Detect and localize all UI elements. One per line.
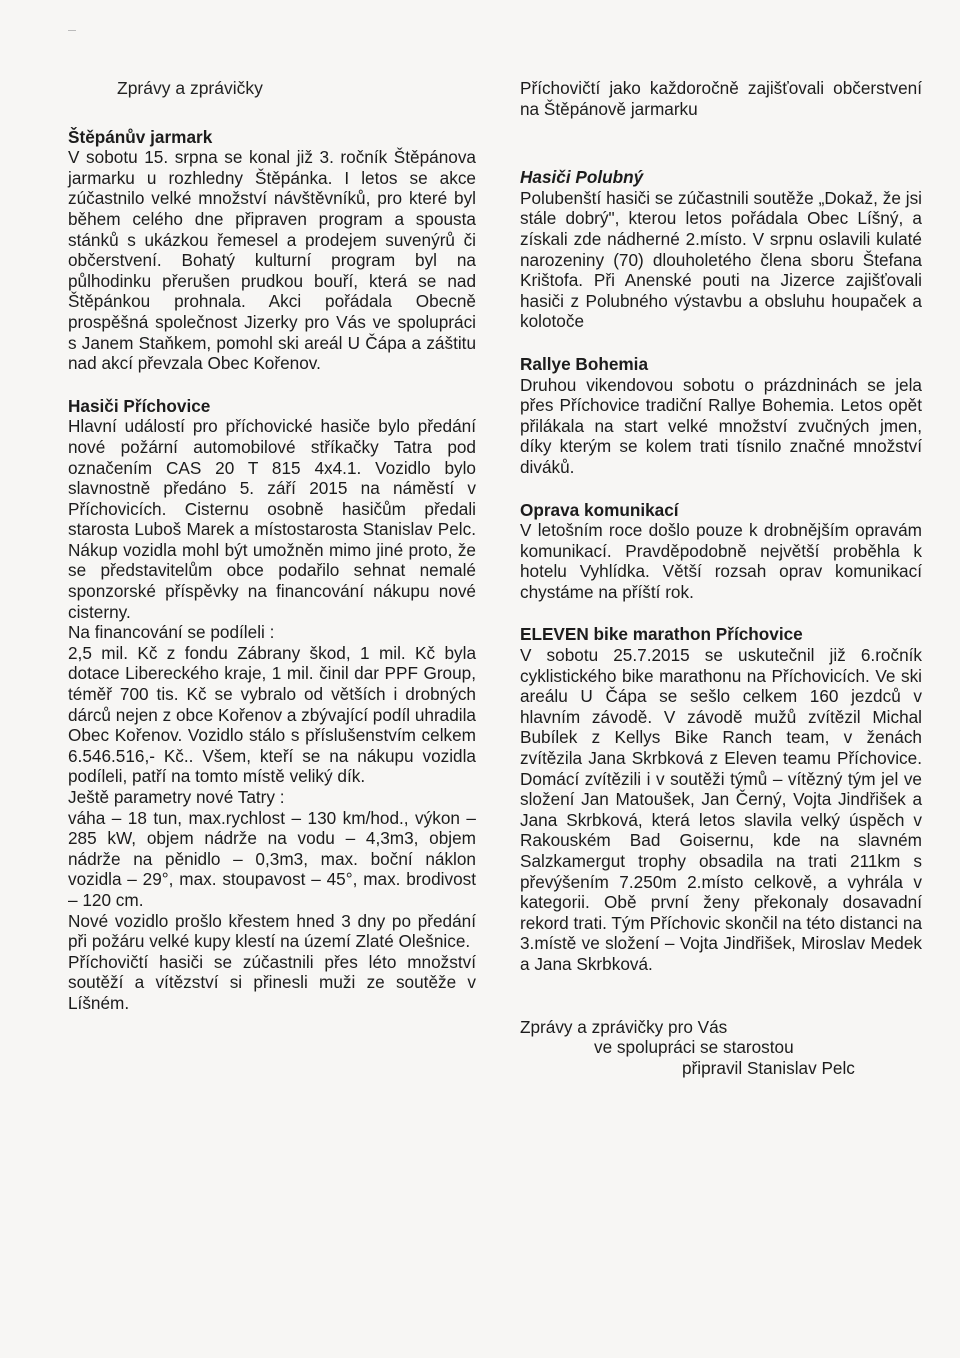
paragraph-handover: Hlavní událostí pro příchovické hasiče bylo předání nové požární automobilové stříkačky Tatra pod označením CAS 20 T 815 4x4.1. Vozidlo bylo slavnostně předáno 5. září 2015 na náměstí v Příchovicích. Cisternu osobně hasičům předali starosta Luboš Marek a místostarosta Stanislav Pelc. Nákup vozidla mohl být umožněn mimo jiné proto, že se představitelům obce podařilo sehnat nemalé sponzorské příspěvky na financování nákupu nové cisterny.: [68, 416, 476, 622]
paragraph-first-fire: Nové vozidlo prošlo křestem hned 3 dny po předání při požáru velké kupy klestí na území Zlaté Olešnice.: [68, 910, 476, 952]
signature-line-1: Zprávy a zprávičky pro Vás: [520, 1016, 728, 1037]
paragraph-competitions: Příchovičtí hasiči se zúčastnili přes léto množství soutěží a vítězství si přinesli muži ze soutěže v Líšném.: [68, 951, 476, 1013]
paragraph-params: váha – 18 tun, max.rychlost – 130 km/hod., výkon – 285 kW, objem nádrže na vodu – 4,3m3, objem nádrže na pěnidlo – 0,3m3, max. boční náklon vozidla – 29°, max. stoupavost – 45°, max. brodivost – 120 cm.: [68, 807, 476, 910]
right-column: [520, 78, 922, 1078]
signature-block: [520, 1017, 922, 1079]
section-title-hasici-polubny: Hasiči Polubný: [520, 167, 644, 188]
section-text-stepanuv-jarmark: V sobotu 15. srpna se konal již 3. ročník Štěpánova jarmarku u rozhledny Štěpánka. I letos se akce zúčastnilo velké množství návštěvníků, pro které byl během celého dne připraven program a spousta stánků s ukázkou řemesel a prodejem suvenýrů či občerstvení. Bohatý kulturní program byl na půlhodinku přerušen prudkou bouří, která se nad Štěpánkou prohnala. Akci pořádala Obecně prospěšná společnost Jizerky pro Vás ve spolupráci s Janem Staňkem, pomohl ski areál U Čápa a záštitu nad akcí převzala Obec Kořenov.: [68, 147, 476, 374]
left-column: [68, 78, 476, 1014]
section-text-hasici-polubny: Polubenští hasiči se zúčastnili soutěže „Dokaž, že jsi stále dobrý", kterou letos pořádala Obec Líšný, a získali zde nádherné 2.místo. V srpnu oslavili kulaté narozeniny (70) dlouholetého člena sboru Štefana Krištofa. Při Anenské pouti na Jizerce zajišťovali hasiči z Polubného výstavbu a obsluhu houpaček a kolotoče: [520, 187, 922, 332]
paragraph-financing-intro: Na financování se podíleli :: [68, 622, 275, 643]
section-title-eleven-bike: ELEVEN bike marathon Příchovice: [520, 624, 803, 645]
section-text-oprava-komunikaci: V letošním roce došlo pouze k drobnějším opravám komunikací. Pravděpodobně největší proběhla k hotelu Vyhlídka. Větší rozsah oprav komunikací chystáme na příští rok.: [520, 520, 922, 602]
section-text-eleven-bike: V sobotu 25.7.2015 se uskutečnil již 6.ročník cyklistického bike marathonu na Příchovicích. Ve ski areálu U Čápa se sešlo celkem 160 jezdců v hlavním závodě. V závodě mužů zvítězil Michal Bubílek z Kellys Bike Ranch team, v ženách zvítězila Jana Skrbková z Eleven teamu Příchovice. Domácí zvítězili i v soutěži týmů – vítězný tým jel ve složení Jan Matoušek, Jan Černý, Vojta Jindřišek a Jana Skrbková, která letos slavila velký úspěch v Rakouském Bad Goisernu, kde na slavném Salzkamergut trophy obsadila na trati 211km s převýšením 7.250m 2.místo celkově, a vyhrála v kategorii. Obě první ženy překonaly dosavadní rekord trati. Tým Příchovic skončil na této distanci na 3.místě ve složení – Vojta Jindřišek, Miroslav Medek a Jana Skrbková.: [520, 645, 922, 974]
page-title: Zprávy a zprávičky: [117, 78, 263, 98]
scan-mark: [68, 30, 76, 35]
signature-line-2: ve spolupráci se starostou: [594, 1037, 794, 1058]
section-title-oprava-komunikaci: Oprava komunikací: [520, 499, 679, 520]
section-text-rallye-bohemia: Druhou vikendovou sobotu o prázdninách se jela přes Příchovice tradiční Rallye Bohemia. Letos opět přilákala na start velké množství zvučných jmen, díky kterým se kolem trati tísnilo značné množství diváků.: [520, 374, 922, 477]
section-title-rallye-bohemia: Rallye Bohemia: [520, 353, 648, 374]
section-title-hasici-prichovice: Hasiči Příchovice: [68, 395, 211, 416]
paragraph-params-intro: Ještě parametry nové Tatry :: [68, 787, 285, 807]
section-title-stepanuv-jarmark: Štěpánův jarmark: [68, 126, 213, 147]
intro-text: Příchovičtí jako každoročně zajišťovali občerstvení na Štěpánově jarmarku: [520, 78, 922, 119]
signature-line-3: připravil Stanislav Pelc: [682, 1057, 855, 1078]
paragraph-financing: 2,5 mil. Kč z fondu Zábrany škod, 1 mil. Kč byla dotace Libereckého kraje, 1 mil. činil dar PPF Group, téměř 700 tis. Kč se vybralo od větších i drobných dárců nejen z obce Kořenov a zbývající podíl uhradila Obec Kořenov. Vozidlo stálo s příslušenstvím celkem 6.546.516,- Kč.. Všem, kteří se na nákupu vozidla podíleli, patří na tomto místě veliký dík.: [68, 642, 476, 787]
